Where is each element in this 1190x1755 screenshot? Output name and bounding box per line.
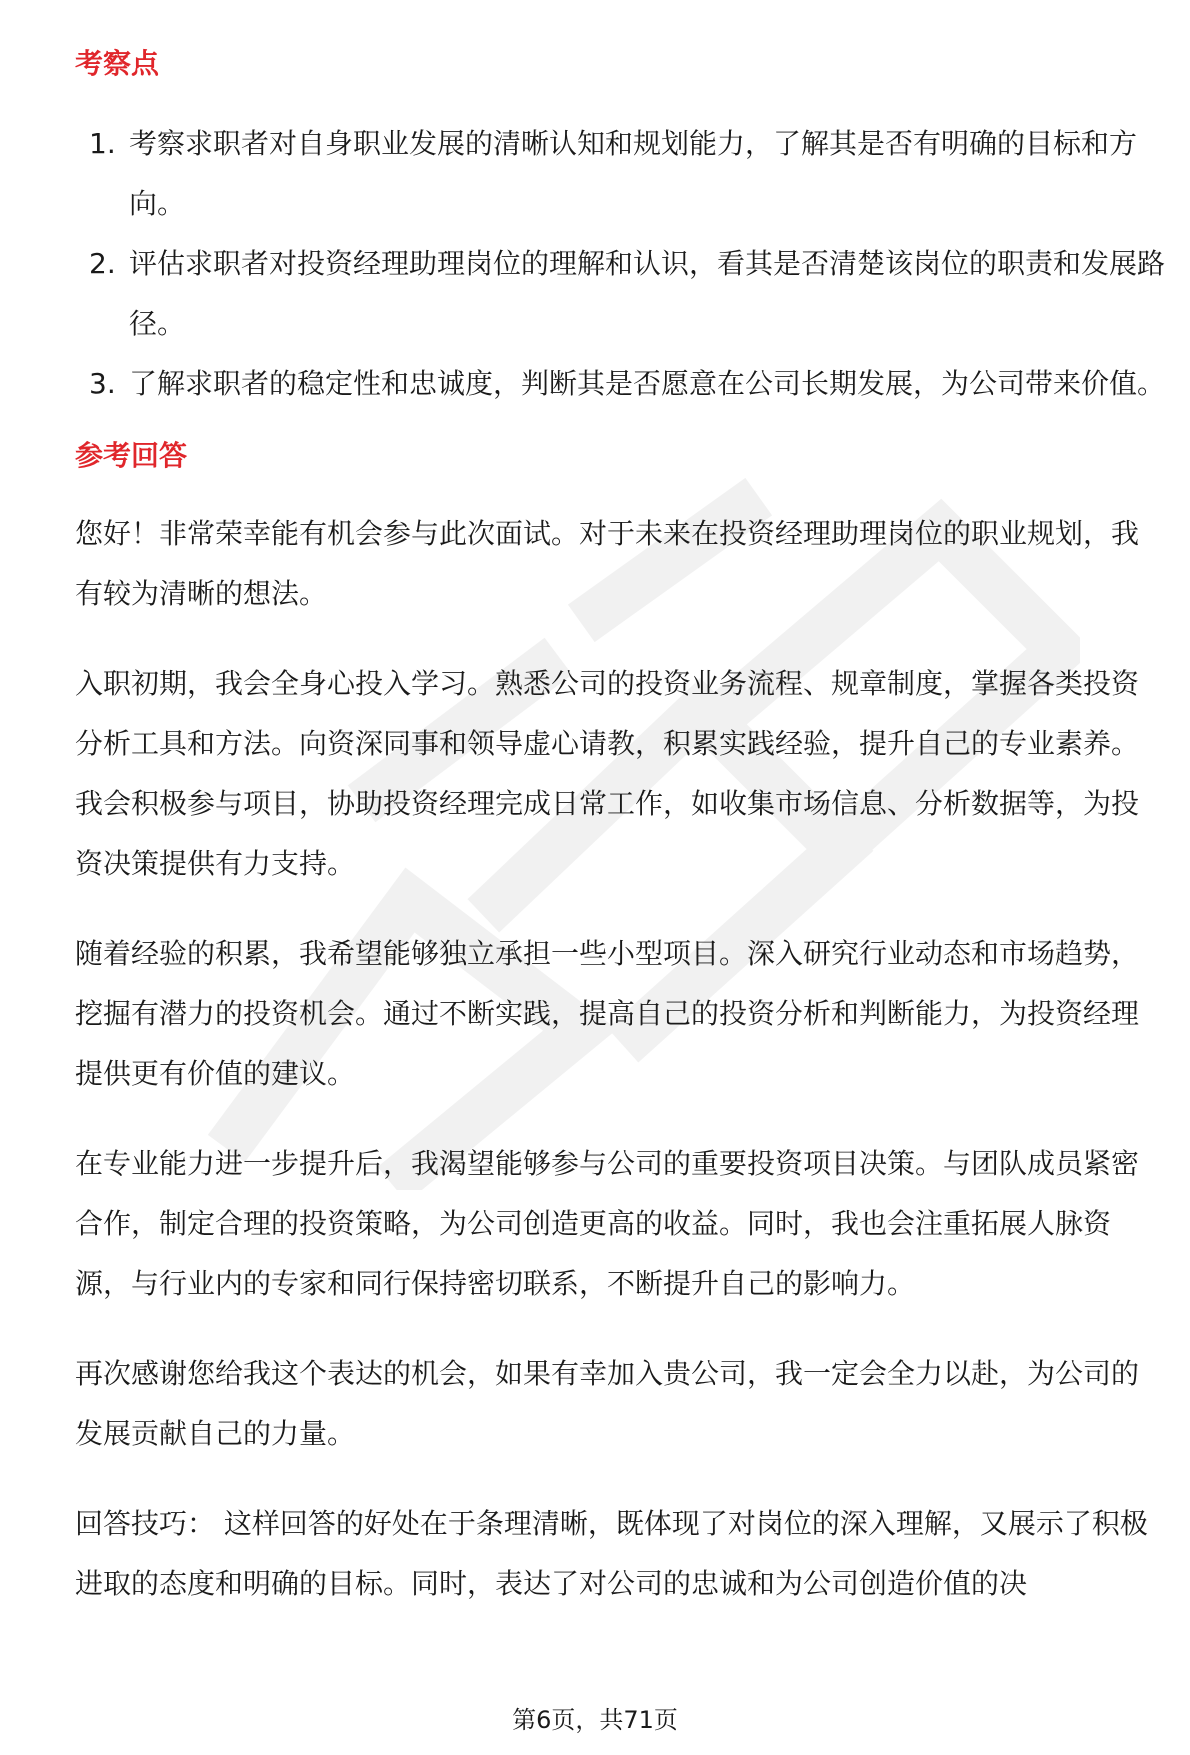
answer-paragraph: 入职初期，我会全身心投入学习。熟悉公司的投资业务流程、规章制度，掌握各类投资分析工具和方法。向资深同事和领导虚心请教，积累实践经验，提升自己的专业素养。我会积极参与项目，协助投资经理完成日常工作，如收集市场信息、分析数据等，为投资决策提供有力支持。: [75, 667, 1140, 880]
tips-paragraph: 回答技巧： 这样回答的好处在于条理清晰，既体现了对岗位的深入理解，又展示了积极进取的态度和明确的目标。同时，表达了对公司的忠诚和为公司创造价值的决: [75, 1507, 1148, 1600]
answer-paragraph: 您好！非常荣幸能有机会参与此次面试。对于未来在投资经理助理岗位的职业规划，我有较为清晰的想法。: [75, 517, 1140, 610]
list-item: [75, 114, 1165, 234]
page-number: 第6页，共71页: [512, 1706, 678, 1734]
answer-paragraph: 随着经验的积累，我希望能够独立承担一些小型项目。深入研究行业动态和市场趋势，挖掘有潜力的投资机会。通过不断实践，提高自己的投资分析和判断能力，为投资经理提供更有价值的建议。: [75, 937, 1140, 1090]
answer-heading: 参考回答: [75, 439, 188, 472]
answer-paragraph: 再次感谢您给我这个表达的机会，如果有幸加入贵公司，我一定会全力以赴，为公司的发展贡献自己的力量。: [75, 1357, 1140, 1450]
list-item: [75, 234, 1165, 354]
list-item-text: 了解求职者的稳定性和忠诚度，判断其是否愿意在公司长期发展，为公司带来价值。: [129, 367, 1166, 400]
list-number: 1.: [89, 127, 116, 160]
list-item-text: 评估求职者对投资经理助理岗位的理解和认识，看其是否清楚该岗位的职责和发展路径。: [129, 247, 1166, 340]
page-content: [75, 44, 1165, 1614]
list-item: [75, 354, 1165, 414]
points-heading: 考察点: [75, 47, 160, 80]
points-list: [75, 114, 1165, 414]
list-number: 2.: [89, 247, 116, 280]
list-item-text: 考察求职者对自身职业发展的清晰认知和规划能力，了解其是否有明确的目标和方向。: [129, 127, 1138, 220]
answer-paragraph: 在专业能力进一步提升后，我渴望能够参与公司的重要投资项目决策。与团队成员紧密合作，制定合理的投资策略，为公司创造更高的收益。同时，我也会注重拓展人脉资源，与行业内的专家和同行保持密切联系，不断提升自己的影响力。: [75, 1147, 1140, 1300]
list-number: 3.: [89, 367, 116, 400]
